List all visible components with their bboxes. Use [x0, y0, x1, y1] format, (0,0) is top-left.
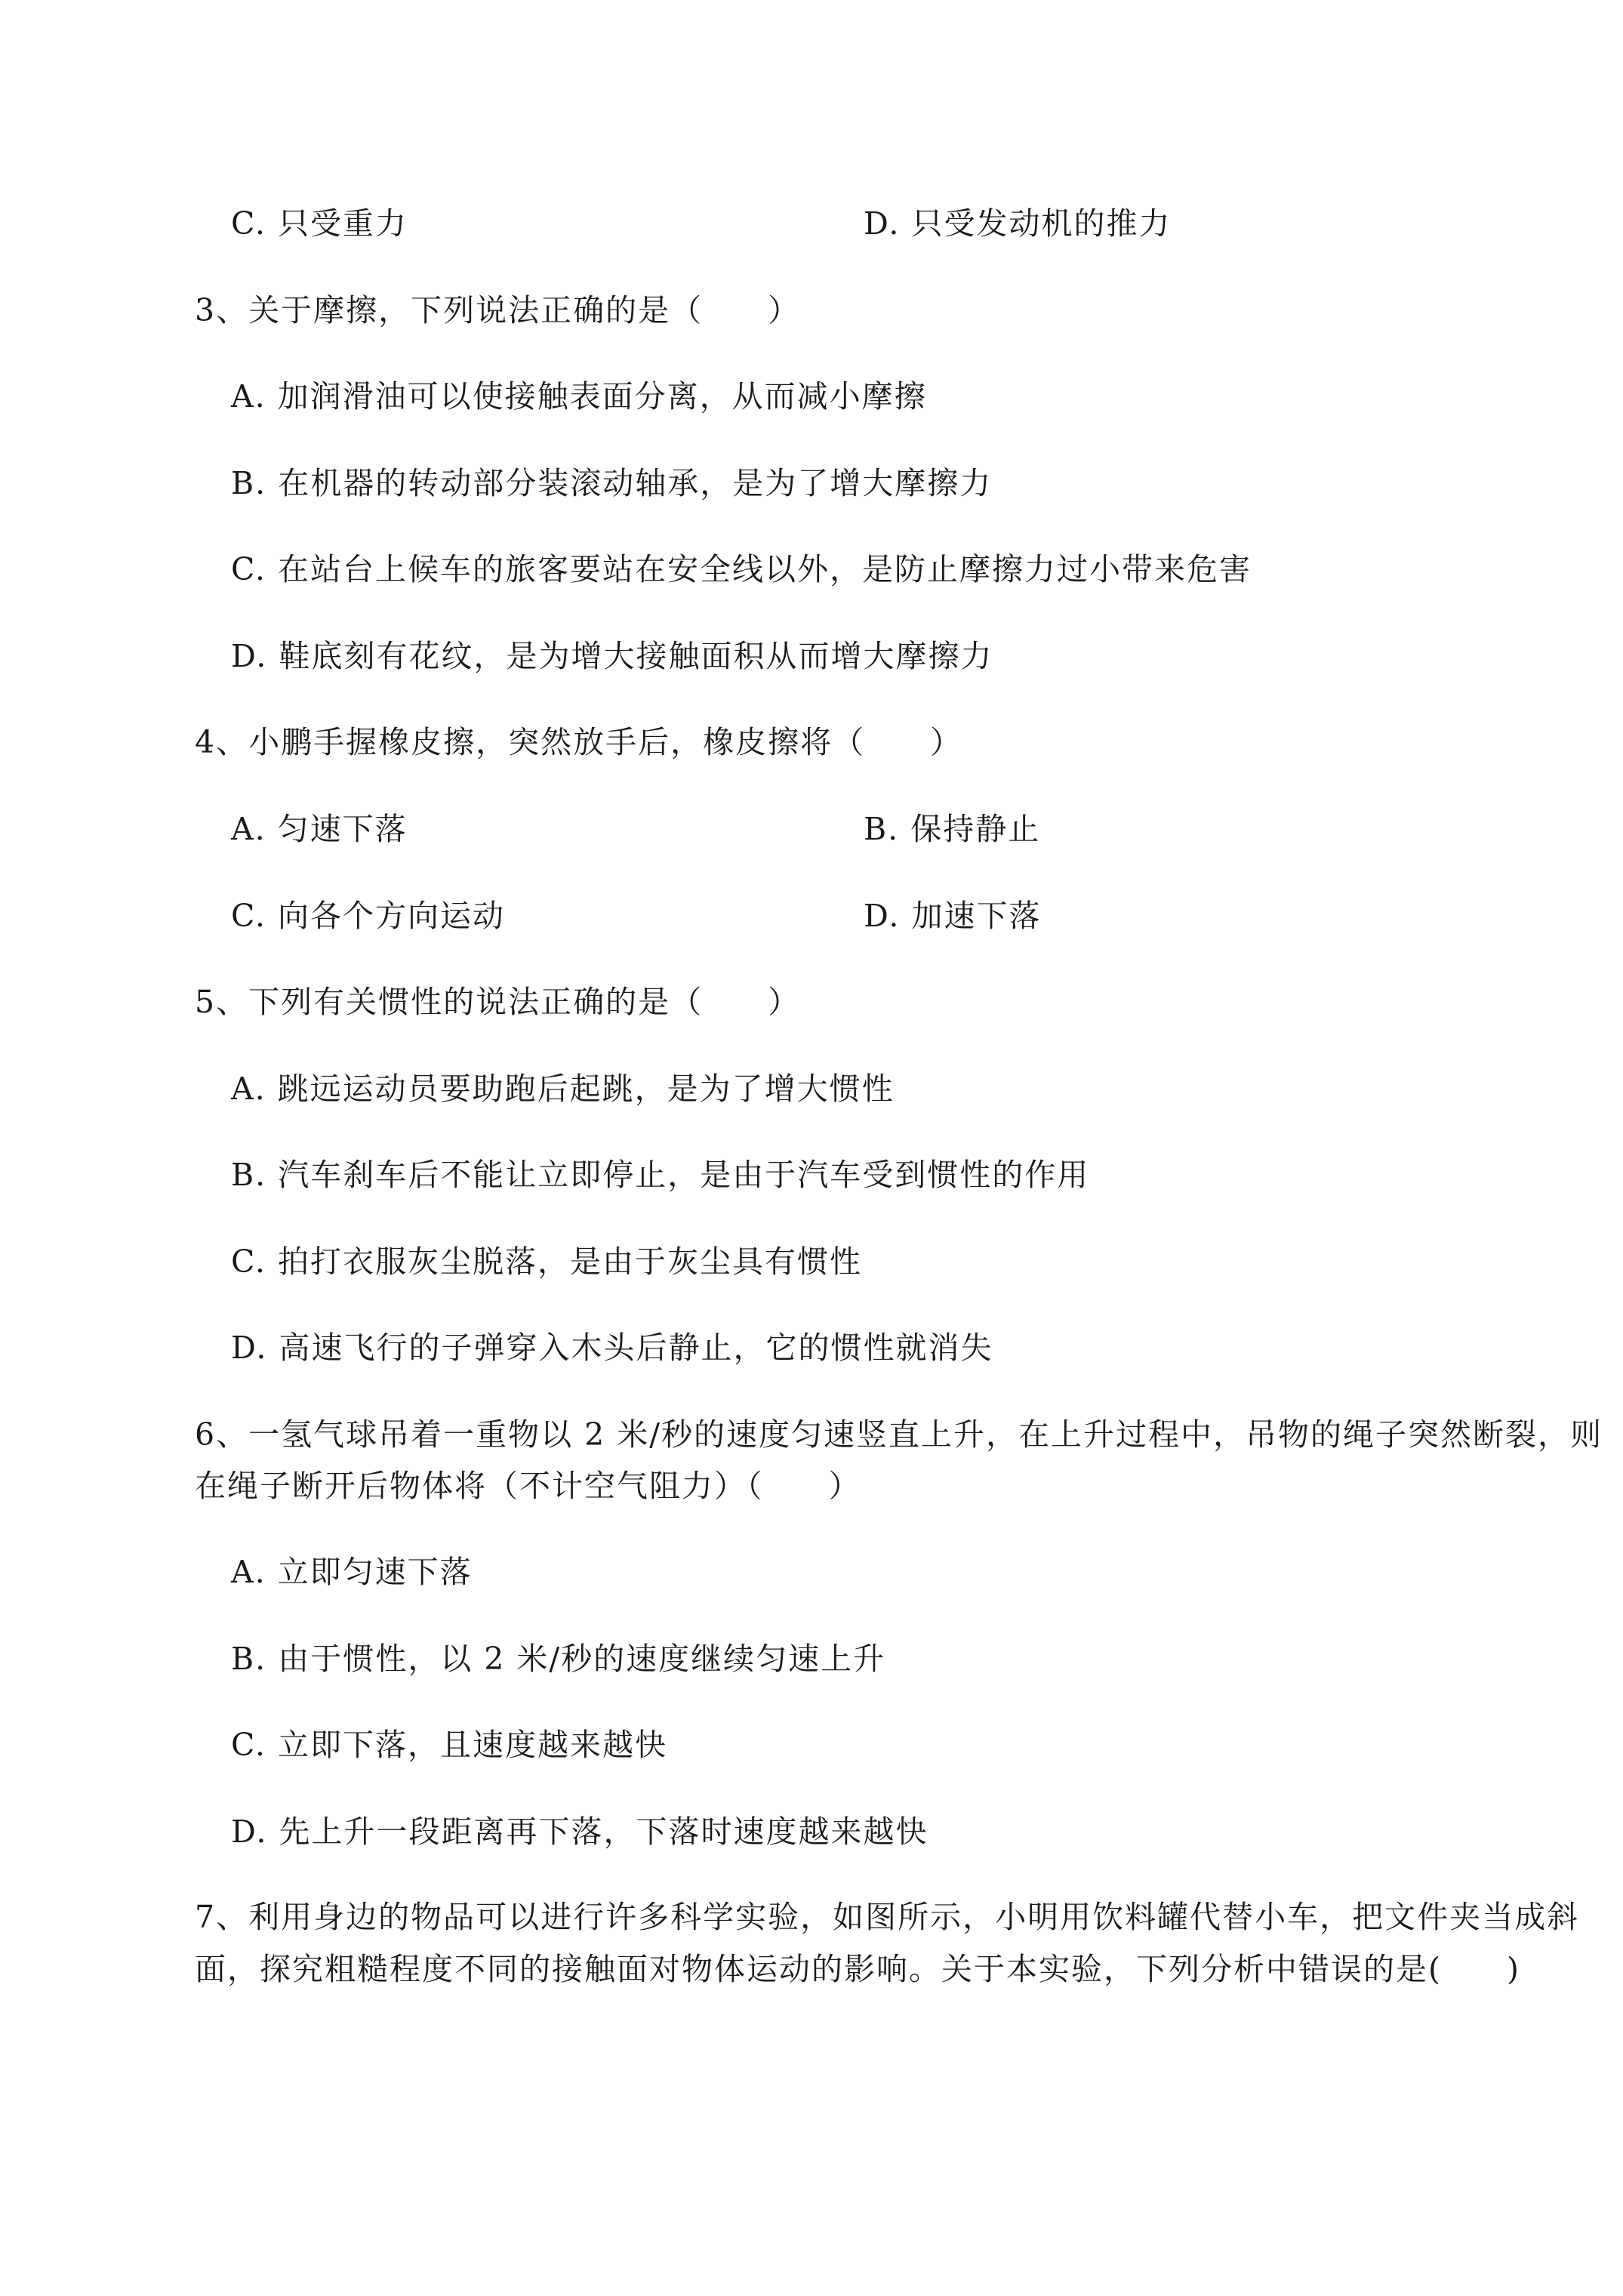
question-6-stem-line2: 在绳子断开后物体将（不计空气阻力）（ ）	[195, 1468, 861, 1504]
question-5-option-d: D. 高速飞行的子弹穿入木头后静止，它的惯性就消失	[231, 1330, 993, 1366]
question-3-option-d: D. 鞋底刻有花纹，是为增大接触面积从而增大摩擦力	[231, 638, 993, 674]
question-4-option-d: D. 加速下落	[864, 898, 1042, 934]
question-5-option-a: A. 跳远运动员要助跑后起跳，是为了增大惯性	[231, 1071, 895, 1107]
question-7-stem-line1: 7、利用身边的物品可以进行许多科学实验，如图所示，小明用饮料罐代替小车，把文件夹当成斜	[195, 1899, 1580, 1935]
question-4-option-c: C. 向各个方向运动	[231, 898, 505, 934]
question-3-option-c: C. 在站台上候车的旅客要站在安全线以外，是防止摩擦力过小带来危害	[231, 551, 1252, 587]
question-6-stem-line1: 6、一氢气球吊着一重物以 2 米/秒的速度匀速竖直上升，在上升过程中，吊物的绳子突然断裂，则	[195, 1416, 1603, 1453]
question-3-option-b: B. 在机器的转动部分装滚动轴承，是为了增大摩擦力	[231, 465, 993, 501]
question-5-option-c: C. 拍打衣服灰尘脱落，是由于灰尘具有惯性	[231, 1244, 862, 1280]
question-4-option-a: A. 匀速下落	[231, 811, 408, 847]
question-4-option-b: B. 保持静止	[864, 811, 1041, 847]
question-6-option-d: D. 先上升一段距离再下落，下落时速度越来越快	[231, 1814, 929, 1850]
option-c-partial: C. 只受重力	[231, 205, 408, 242]
question-4-stem: 4、小鹏手握橡皮擦，突然放手后，橡皮擦将（ ）	[195, 724, 963, 760]
question-3-stem: 3、关于摩擦，下列说法正确的是（ ）	[195, 292, 801, 328]
option-d-partial: D. 只受发动机的推力	[864, 205, 1172, 242]
question-7-stem-line2: 面，探究粗糙程度不同的接触面对物体运动的影响。关于本实验，下列分析中错误的是( )	[195, 1951, 1520, 1987]
question-3-option-a: A. 加润滑油可以使接触表面分离，从而减小摩擦	[231, 378, 927, 415]
question-6-option-b: B. 由于惯性，以 2 米/秒的速度继续匀速上升	[231, 1641, 886, 1677]
question-6-option-c: C. 立即下落，且速度越来越快	[231, 1727, 667, 1763]
question-6-option-a: A. 立即匀速下落	[231, 1554, 473, 1590]
question-5-stem: 5、下列有关惯性的说法正确的是（ ）	[195, 984, 801, 1020]
question-5-option-b: B. 汽车刹车后不能让立即停止，是由于汽车受到惯性的作用	[231, 1157, 1090, 1193]
